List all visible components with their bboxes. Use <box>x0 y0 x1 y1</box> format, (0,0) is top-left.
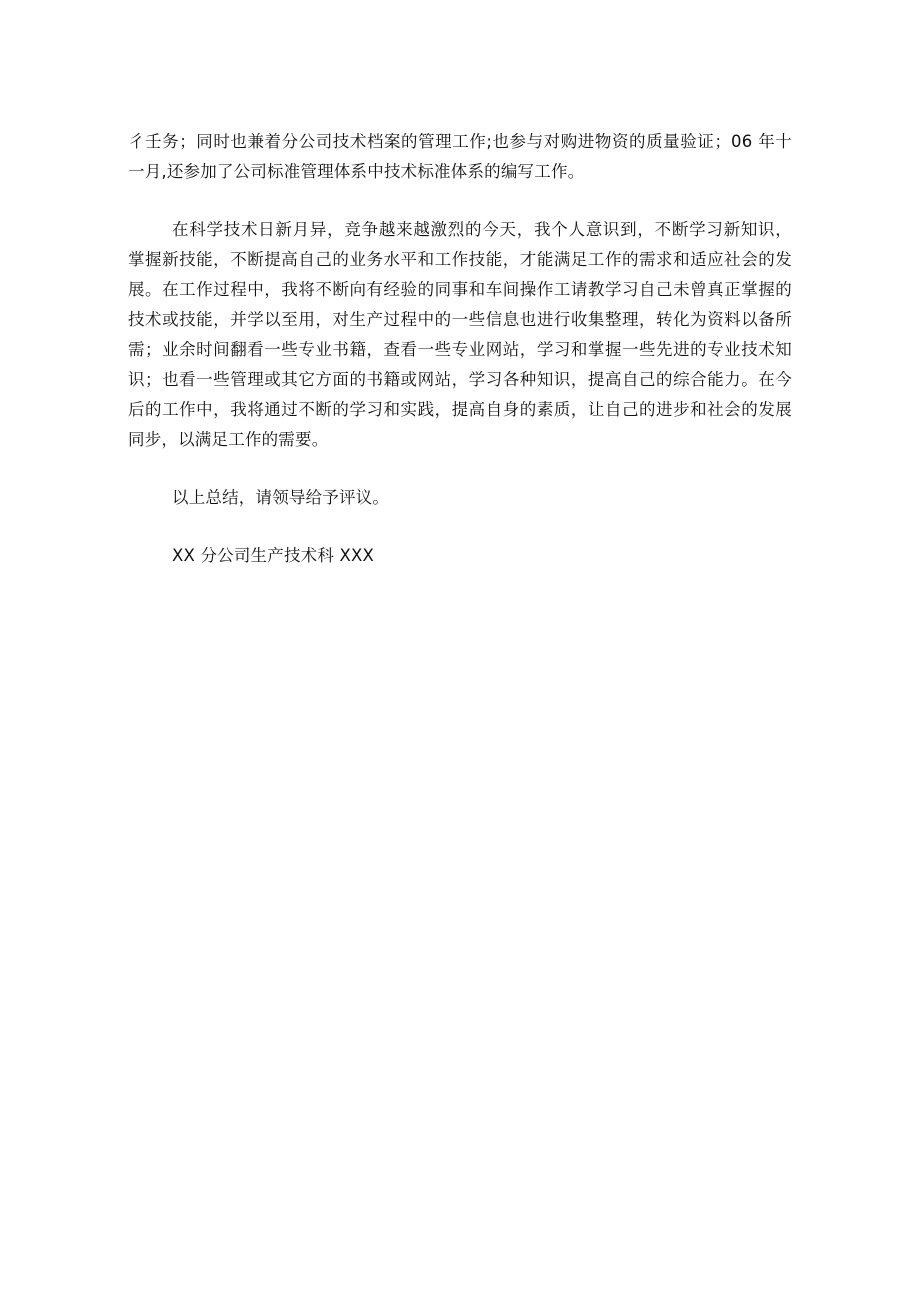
paragraph-line: 需；业余时间翻看一些专业书籍，查看一些专业网站，学习和掌握一些先进的专业技术知 <box>128 340 792 359</box>
paragraph-gap <box>128 455 792 483</box>
paragraph-line: 技术或技能，并学以至用，对生产过程中的一些信息也进行收集整理，转化为资料以备所 <box>128 310 792 329</box>
signature-block <box>128 541 792 571</box>
paragraph-2 <box>128 215 792 455</box>
paragraph-line: 同步，以满足工作的需要。 <box>128 430 329 449</box>
paragraph-line: 掌握新技能，不断提高自己的业务水平和工作技能，才能满足工作的需求和适应社会的发 <box>128 250 792 269</box>
paragraph-1 <box>128 127 792 187</box>
closing-text: 以上总结，请领导给予评议。 <box>172 488 390 507</box>
paragraph-line: 彳壬务；同时也兼着分公司技术档案的管理工作;也参与对购进物资的质量验证；06 年十 <box>128 132 792 151</box>
closing-paragraph <box>128 483 792 513</box>
paragraph-line: 识；也看一些管理或其它方面的书籍或网站，学习各种知识，提高自己的综合能力。在今 <box>128 370 792 389</box>
paragraph-gap <box>128 513 792 541</box>
document-body <box>128 127 792 571</box>
signature-text: XX 分公司生产技术科 XXX <box>172 546 375 565</box>
paragraph-line: 一月,还参加了公司标准管理体系中技术标准体系的编写工作。 <box>128 162 585 181</box>
paragraph-line: 在科学技术日新月异，竞争越来越激烈的今天，我个人意识到，不断学习新知识， <box>172 220 792 239</box>
paragraph-line: 后的工作中，我将通过不断的学习和实践，提高自身的素质，让自己的进步和社会的发展 <box>128 400 792 419</box>
paragraph-line: 展。在工作过程中，我将不断向有经验的同事和车间操作工请教学习自己未曾真正掌握的 <box>128 280 792 299</box>
paragraph-gap <box>128 187 792 215</box>
